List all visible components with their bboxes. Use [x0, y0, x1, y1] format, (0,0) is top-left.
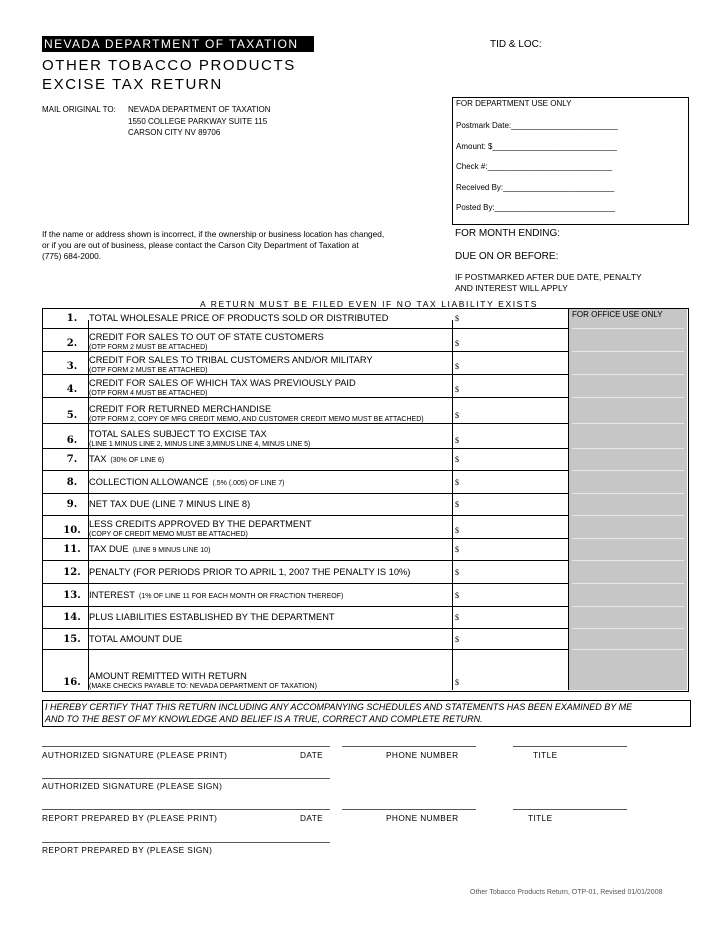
line-instruction: (OTP FORM 2, COPY OF MFG CREDIT MEMO, AND CUSTOMER CREDIT MEMO MUST BE ATTACHED): [89, 416, 424, 423]
tax-lines: [42, 308, 687, 690]
amount-dollar-sign: $: [455, 545, 459, 554]
tax-line-6: [42, 424, 687, 449]
tax-line-15: [42, 629, 687, 650]
line-description: [89, 332, 324, 342]
line-instruction: (OTP FORM 2 MUST BE ATTACHED): [89, 367, 208, 374]
line-note: (.5% (.005) OF LINE 7): [212, 480, 285, 487]
amount-dollar-sign: $: [455, 314, 459, 323]
certification-statement: [42, 700, 691, 727]
notice-line3: (775) 684-2000.: [42, 251, 102, 262]
tax-line-5: [42, 398, 687, 424]
line-number: 13.: [63, 590, 81, 601]
line-description-text: CREDIT FOR RETURNED MERCHANDISE: [89, 404, 272, 414]
line-description: [89, 378, 356, 388]
address-change-notice: [42, 229, 442, 263]
amount-input-line-9[interactable]: [462, 494, 566, 516]
line-number: 3.: [66, 361, 78, 372]
amount-input-line-1[interactable]: [462, 309, 566, 329]
line-description-text: COLLECTION ALLOWANCE: [89, 477, 209, 487]
amount-input-line-16[interactable]: [462, 650, 566, 691]
amount-input-line-2[interactable]: [462, 329, 566, 352]
certification-line2: AND TO THE BEST OF MY KNOWLEDGE AND BELIEF IS A TRUE, CORRECT AND COMPLETE RETURN.: [45, 714, 483, 724]
title-label-2: TITLE: [528, 813, 553, 823]
amount-dollar-sign: $: [455, 385, 459, 394]
line-instruction: (LINE 1 MINUS LINE 2, MINUS LINE 3,MINUS LINE 4, MINUS LINE 5): [89, 441, 311, 448]
line-number: 5.: [66, 410, 78, 421]
phone-label-1: PHONE NUMBER: [386, 750, 459, 760]
amount-dollar-sign: $: [455, 678, 459, 687]
line-number: 9.: [66, 499, 78, 510]
amount-input-line-13[interactable]: [462, 584, 566, 607]
line-number: 2.: [66, 338, 78, 349]
received-by-field[interactable]: Received By:_________________________: [456, 183, 615, 192]
agency-banner: NEVADA DEPARTMENT OF TAXATION: [42, 36, 314, 52]
office-use-heading: FOR OFFICE USE ONLY: [572, 310, 663, 319]
line-description: [89, 590, 343, 600]
line-description: [89, 355, 373, 365]
title-label-1: TITLE: [533, 750, 558, 760]
tax-line-2: [42, 329, 687, 352]
tax-line-14: [42, 607, 687, 629]
amount-dollar-sign: $: [455, 478, 459, 487]
tax-line-12: [42, 561, 687, 584]
amount-dollar-sign: $: [455, 411, 459, 420]
prep-print-line[interactable]: [42, 809, 330, 810]
line-description-text: TAX DUE: [89, 544, 129, 554]
line-description-text: INTEREST: [89, 590, 135, 600]
amount-input-line-11[interactable]: [462, 539, 566, 561]
line-instruction: (MAKE CHECKS PAYABLE TO: NEVADA DEPARTMENT OF TAXATION): [89, 683, 317, 690]
line-description-text: CREDIT FOR SALES TO OUT OF STATE CUSTOMERS: [89, 332, 324, 342]
line-description-text: PLUS LIABILITIES ESTABLISHED BY THE DEPARTMENT: [89, 612, 335, 622]
month-ending-label: FOR MONTH ENDING:: [455, 228, 560, 239]
phone-line-2[interactable]: [342, 809, 476, 810]
amount-input-line-3[interactable]: [462, 352, 566, 375]
penalty-line2: AND INTEREST WILL APPLY: [455, 283, 568, 293]
line-instruction: (OTP FORM 4 MUST BE ATTACHED): [89, 390, 208, 397]
amount-dollar-sign: $: [455, 635, 459, 644]
line-description-text: CREDIT FOR SALES TO TRIBAL CUSTOMERS AND/OR MILITARY: [89, 355, 373, 365]
line-description: [89, 671, 247, 681]
phone-label-2: PHONE NUMBER: [386, 813, 459, 823]
amount-column-divider: [452, 320, 453, 690]
amount-dollar-sign: $: [455, 455, 459, 464]
mail-line2: 1550 COLLEGE PARKWAY SUITE 115: [128, 117, 268, 126]
line-description: [89, 404, 271, 414]
line-note: (LINE 9 MINUS LINE 10): [132, 547, 211, 554]
line-description-text: PENALTY (FOR PERIODS PRIOR TO APRIL 1, 2007 THE PENALTY IS 10%): [89, 567, 411, 577]
date-label-1: DATE: [300, 750, 324, 760]
amount-input-line-5[interactable]: [462, 398, 566, 424]
tax-line-3: [42, 352, 687, 375]
dept-use-heading: FOR DEPARTMENT USE ONLY: [456, 99, 572, 108]
line-number: 6.: [66, 435, 78, 446]
amount-input-line-8[interactable]: [462, 471, 566, 494]
line-number: 7.: [66, 454, 78, 465]
form-revision-footer: Other Tobacco Products Return, OTP-01, Revised 01/01/2008: [470, 889, 663, 896]
amount-dollar-sign: $: [455, 500, 459, 509]
department-use-box: [452, 97, 689, 225]
penalty-line1: IF POSTMARKED AFTER DUE DATE, PENALTY: [455, 272, 642, 282]
notice-line1: If the name or address shown is incorrect, if the ownership or business location has changed,: [42, 229, 385, 239]
certification-line1: I HEREBY CERTIFY THAT THIS RETURN INCLUDING ANY ACCOMPANYING SCHEDULES AND STATEMENTS HAS BEEN EXAMINED BY ME: [45, 702, 633, 712]
auth-sign-line[interactable]: [42, 778, 330, 779]
amount-dollar-sign: $: [455, 613, 459, 622]
tax-line-4: [42, 375, 687, 398]
line-description-text: NET TAX DUE (LINE 7 MINUS LINE 8): [89, 499, 251, 509]
notice-line2: or if you are out of business, please contact the Carson City Department of Taxation at: [42, 240, 359, 251]
line-description: [89, 634, 182, 644]
line-description: [89, 544, 210, 554]
auth-print-line[interactable]: [42, 746, 330, 747]
line-description: [89, 567, 410, 577]
postmark-date-field[interactable]: Postmark Date:________________________: [456, 121, 618, 130]
line-number: 1.: [66, 313, 78, 324]
amount-dollar-sign: $: [455, 436, 459, 445]
amount-input-line-12[interactable]: [462, 561, 566, 584]
form-title-line2: EXCISE TAX RETURN: [42, 76, 223, 93]
mail-label: MAIL ORIGINAL TO:: [42, 105, 116, 114]
line-number: 10.: [63, 525, 81, 536]
line-description-text: TOTAL SALES SUBJECT TO EXCISE TAX: [89, 429, 267, 439]
prep-print-label: REPORT PREPARED BY (PLEASE PRINT): [42, 813, 218, 823]
prep-sign-line[interactable]: [42, 842, 330, 843]
auth-print-label: AUTHORIZED SIGNATURE (PLEASE PRINT): [42, 750, 228, 760]
line-description: [89, 612, 335, 622]
tax-line-1: [42, 309, 687, 329]
amount-dollar-sign: $: [455, 591, 459, 600]
title-line-1[interactable]: [513, 746, 627, 747]
auth-sign-label: AUTHORIZED SIGNATURE (PLEASE SIGN): [42, 781, 223, 791]
tax-line-7: [42, 449, 687, 471]
amount-input-line-14[interactable]: [462, 607, 566, 629]
line-description-text: LESS CREDITS APPROVED BY THE DEPARTMENT: [89, 519, 312, 529]
tax-line-9: [42, 494, 687, 516]
line-description-text: TOTAL WHOLESALE PRICE OF PRODUCTS SOLD OR DISTRIBUTED: [89, 313, 389, 323]
line-description-text: TOTAL AMOUNT DUE: [89, 634, 183, 644]
check-number-field[interactable]: Check #:____________________________: [456, 162, 613, 171]
line-number: 16.: [63, 677, 81, 688]
line-number: 14.: [63, 612, 81, 623]
amount-input-line-10[interactable]: [462, 516, 566, 539]
tax-line-8: [42, 471, 687, 494]
tax-line-10: [42, 516, 687, 539]
line-description: [89, 313, 388, 323]
title-line-2[interactable]: [513, 809, 627, 810]
amount-dollar-sign: $: [455, 526, 459, 535]
line-number: 12.: [63, 567, 81, 578]
tid-loc-label: TID & LOC:: [490, 39, 542, 50]
line-number: 15.: [63, 634, 81, 645]
number-column-divider: [88, 320, 89, 690]
form-title-line1: OTHER TOBACCO PRODUCTS: [42, 57, 296, 74]
amount-input-line-4[interactable]: [462, 375, 566, 398]
prep-sign-label: REPORT PREPARED BY (PLEASE SIGN): [42, 845, 213, 855]
date-label-2: DATE: [300, 813, 324, 823]
amount-input-line-15[interactable]: [462, 629, 566, 650]
penalty-notice: [455, 272, 642, 294]
due-date-label: DUE ON OR BEFORE:: [455, 251, 559, 262]
amount-dollar-sign: $: [455, 362, 459, 371]
amount-input-line-6[interactable]: [462, 424, 566, 449]
line-description: [89, 454, 164, 464]
tax-line-16: [42, 650, 687, 691]
mail-line1: NEVADA DEPARTMENT OF TAXATION: [128, 105, 271, 114]
line-note: (1% OF LINE 11 FOR EACH MONTH OR FRACTION THEREOF): [138, 593, 344, 600]
posted-by-field[interactable]: Posted By:___________________________: [456, 203, 615, 212]
line-instruction: (COPY OF CREDIT MEMO MUST BE ATTACHED): [89, 531, 248, 538]
mail-line3: CARSON CITY NV 89706: [128, 128, 221, 137]
tax-line-13: [42, 584, 687, 607]
amount-input-line-7[interactable]: [462, 449, 566, 471]
line-description: [89, 519, 312, 529]
line-description: [89, 499, 250, 509]
line-description: [89, 477, 284, 487]
line-number: 11.: [63, 544, 81, 555]
line-description-text: CREDIT FOR SALES OF WHICH TAX WAS PREVIOUSLY PAID: [89, 378, 356, 388]
filing-requirement-notice: A RETURN MUST BE FILED EVEN IF NO TAX LIABILITY EXISTS: [200, 299, 539, 309]
line-note: (30% OF LINE 6): [110, 457, 165, 464]
line-description: [89, 429, 267, 439]
tax-line-11: [42, 539, 687, 561]
line-instruction: (OTP FORM 2 MUST BE ATTACHED): [89, 344, 208, 351]
amount-field[interactable]: Amount: $____________________________: [456, 142, 618, 151]
line-number: 8.: [66, 477, 78, 488]
line-number: 4.: [66, 384, 78, 395]
amount-dollar-sign: $: [455, 339, 459, 348]
line-description-text: TAX: [89, 454, 107, 464]
phone-line-1[interactable]: [342, 746, 476, 747]
line-description-text: AMOUNT REMITTED WITH RETURN: [89, 671, 247, 681]
amount-dollar-sign: $: [455, 568, 459, 577]
